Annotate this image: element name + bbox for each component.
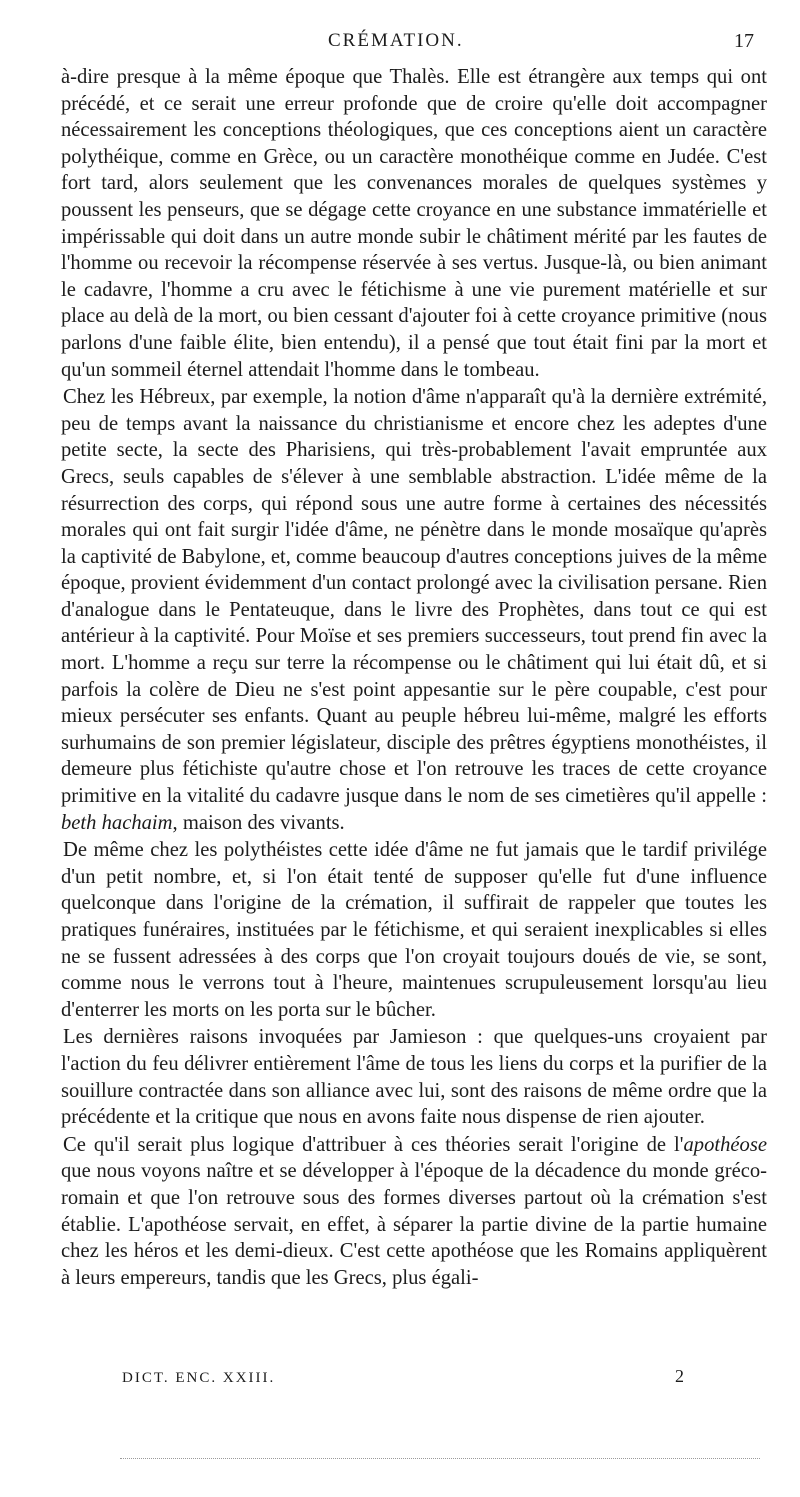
paragraph-2-text: Chez les Hébreux, par exemple, la notion d'âme n'apparaît qu'à la dernière extrémité, peu de temps avant la naissance du christianisme et encore chez les adeptes d'une petite secte, la secte des Pharisiens, qui très-probablement l'avait empruntée aux Grecs, seuls capables de s'élever à une semblable abstraction. L'idée même de la résurrection des corps, qui répond sous une autre forme à certaines des nécessités morales qui ont fait surgir l'idée d'âme, ne pénètre dans le monde mosaïque qu'après la captivité de Babylone, et, comme beaucoup d'autres conceptions juives de la même époque, provient évidemment d'un contact prolongé avec la civilisation persane. Rien d'analogue dans le Pentateuque, dans le livre des Prophètes, dans tout ce qui est antérieur à la captivité. Pour Moïse et ses premiers successeurs, tout prend fin avec la mort. L'homme a reçu sur terre la récompense ou le châtiment qui lui était dû, et si parfois la colère de Dieu ne s'est point appesantie sur le père coupable, c'est pour mieux persécuter ses enfants. Quant au peuple hébreu lui-même, malgré les efforts surhumains de son premier législateur, disciple des prêtres égyptiens monothéistes, il demeure plus fétichiste qu'autre chose et l'on retrouve les traces de cette croyance primitive en la vitalité du cadavre jusque dans le nom de ses cimetières qu'il appelle : [61,386,767,808]
paragraph-5-end: que nous voyons naître et se développer à l'époque de la décadence du monde gréco-romain et que l'on retrouve sous des formes diverses partout où la crémation s'est établie. L'apothéose servait, en effet, à séparer la partie divine de la partie humaine chez les héros et les demi-dieux. C'est cette apothéose que les Romains appliquèrent à leurs empereurs, tandis que les Grecs, plus égali- [61,1160,767,1289]
page-number: 17 [734,30,754,52]
gathering-number: 2 [675,1366,684,1386]
body-text [61,64,767,1291]
paragraph-2 [61,384,767,836]
signature-mark: DICT. ENC. XXIII. [122,1370,276,1386]
paragraph-2-italic: beth hachaim [61,811,173,834]
page-footer [0,1366,800,1396]
paragraph-4: Les dernières raisons invoquées par Jamieson : que quelques-uns croyaient par l'action du feu délivrer entièrement l'âme de tous les liens du corps et la purifier de la souillure contractée dans son alliance avec lui, sont des raisons de même ordre que la précédente et la critique que nous en avons faite nous dispense de rien ajouter. [61,1026,767,1129]
scan-bleed-rule [120,1458,760,1459]
paragraph-5-italic: apothéose [683,1133,767,1156]
paragraph-5-text: Ce qu'il serait plus logique d'attribuer à ces théories serait l'origine de l' [63,1133,684,1156]
paragraph-2-end: , maison des vivants. [172,811,345,834]
running-head [0,30,800,60]
paragraph-3: De même chez les polythéistes cette idée d'âme ne fut jamais que le tardif privilége d'un petit nombre, et, si l'on était tenté de supposer qu'elle fut d'une influence quelconque dans l'origine de la crémation, il suffirait de rappeler que toutes les pratiques funéraires, instituées par le fétichisme, et qui seraient inexplicables si elles ne se fussent adressées à des corps que l'on croyait toujours doués de vie, se sont, comme nous le verrons tout à l'heure, maintenues scrupuleusement lorsqu'au lieu d'enterrer les morts on les porta sur le bûcher. [61,839,767,1021]
running-title: CRÉMATION. [328,30,464,51]
paragraph-5 [61,1132,767,1292]
paragraph-1: à-dire presque à la même époque que Thalès. Elle est étrangère aux temps qui ont précédé, et ce serait une erreur profonde que de croire qu'elle doit accompagner nécessairement les conceptions théologiques, que ces conceptions aient un caractère polythéique, comme en Grèce, ou un caractère monothéique comme en Judée. C'est fort tard, alors seulement que les convenances morales de quelques systèmes y poussent les penseurs, que se dégage cette croyance en une substance immatérielle et impérissable qui doit dans un autre monde subir le châtiment mérité par les fautes de l'homme ou recevoir la récompense réservée à ses vertus. Jusque-là, ou bien animant le cadavre, l'homme a cru avec le fétichisme à une vie purement matérielle et sur place au delà de la mort, ou bien cessant d'ajouter foi à cette croyance primitive (nous parlons d'une faible élite, bien entendu), il a pensé que tout était fini par la mort et qu'un sommeil éternel attendait l'homme dans le tombeau. [61,66,767,381]
